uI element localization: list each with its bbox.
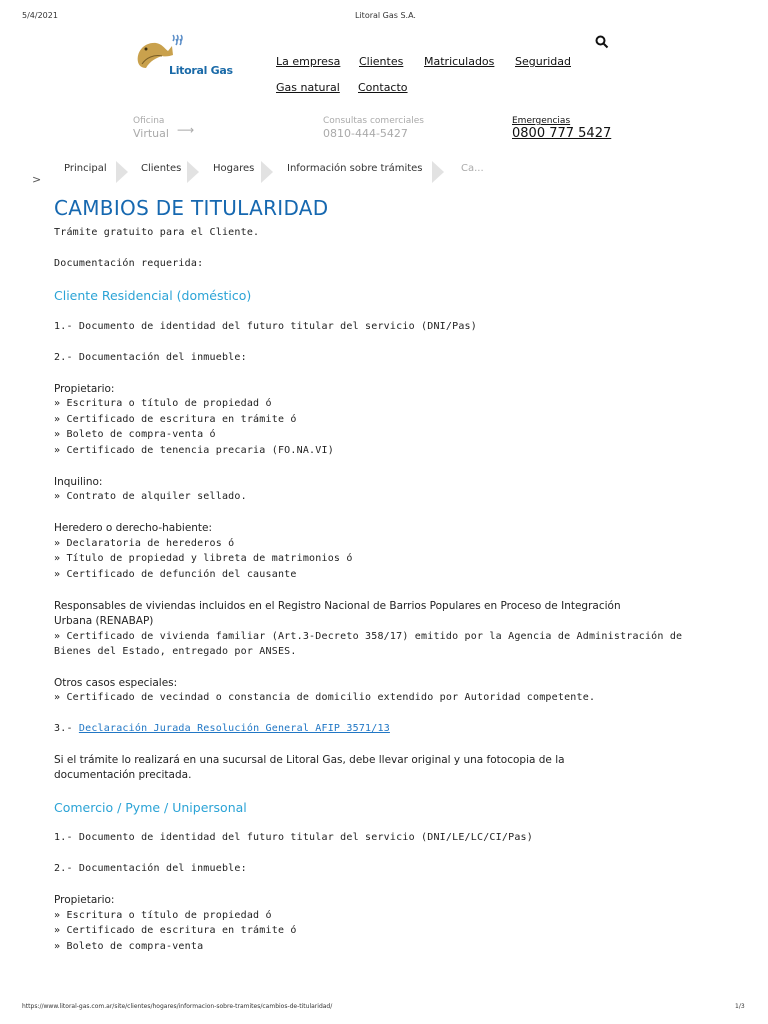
list-item: » Escritura o título de propiedad ó — [54, 910, 272, 921]
residencial-item-2: 2.- Documentación del inmueble: — [54, 352, 247, 363]
comercio-item-1: 1.- Documento de identidad del futuro titular del servicio (DNI/LE/LC/CI/Pas) — [54, 832, 533, 843]
list-item: » Escritura o título de propiedad ó — [54, 398, 272, 409]
breadcrumb-hogares[interactable]: Hogares — [213, 163, 255, 174]
litoral-gas-logo[interactable] — [132, 34, 242, 82]
nav-matriculados[interactable]: Matriculados — [424, 55, 495, 68]
section-residencial-title: Cliente Residencial (doméstico) — [54, 288, 252, 303]
list-item: » Título de propiedad y libreta de matrimonios ó — [54, 553, 353, 564]
renabap-text: Responsables de viviendas incluidos en el Registro Nacional de Barrios Populares en Proceso de Integración — [54, 600, 621, 612]
emergencias-label[interactable]: Emergencias — [512, 116, 571, 126]
list-item: » Boleto de compra-venta ó — [54, 429, 216, 440]
list-item: » Certificado de escritura en trámite ó — [54, 414, 297, 425]
list-item: » Certificado de tenencia precaria (FO.NA.VI) — [54, 445, 334, 456]
nav-clientes[interactable]: Clientes — [359, 55, 404, 68]
list-item: » Declaratoria de herederos ó — [54, 538, 235, 549]
breadcrumb-clientes[interactable]: Clientes — [141, 163, 182, 174]
search-icon[interactable] — [595, 35, 609, 49]
list-item: Bienes del Estado, entregado por ANSES. — [54, 646, 297, 657]
list-item: » Boleto de compra-venta — [54, 941, 204, 952]
doc-required-label: Documentación requerida: — [54, 258, 204, 269]
consultas-phone[interactable]: 0810-444-5427 — [323, 127, 408, 140]
comercio-item-2: 2.- Documentación del inmueble: — [54, 863, 247, 874]
breadcrumb-separator — [432, 161, 444, 183]
sucursal-note: Si el trámite lo realizará en una sucursal de Litoral Gas, debe llevar original y una fotocopia de la — [54, 754, 565, 766]
consultas-label: Consultas comerciales — [323, 116, 424, 126]
nav-la-empresa[interactable]: La empresa — [276, 55, 341, 68]
otros-label: Otros casos especiales: — [54, 677, 178, 689]
propietario-label: Propietario: — [54, 383, 115, 395]
comercio-propietario-label: Propietario: — [54, 894, 115, 906]
breadcrumb-separator — [261, 161, 273, 183]
list-item: » Contrato de alquiler sellado. — [54, 491, 247, 502]
inquilino-label: Inquilino: — [54, 476, 103, 488]
sucursal-note: documentación precitada. — [54, 769, 192, 781]
print-date: 5/4/2021 — [22, 11, 58, 20]
section-comercio-title: Comercio / Pyme / Unipersonal — [54, 800, 247, 815]
breadcrumb-current: Ca... — [461, 163, 484, 174]
renabap-text: Urbana (RENABAP) — [54, 615, 154, 627]
residencial-item-3 — [54, 723, 390, 734]
list-item: » Certificado de escritura en trámite ó — [54, 925, 297, 936]
residencial-item-1: 1.- Documento de identidad del futuro titular del servicio (DNI/Pas) — [54, 321, 477, 332]
nav-seguridad[interactable]: Seguridad — [515, 55, 571, 68]
breadcrumb-separator — [187, 161, 199, 183]
breadcrumb-informacion[interactable]: Información sobre trámites — [287, 163, 423, 174]
breadcrumb-principal[interactable]: Principal — [64, 163, 107, 174]
print-title: Litoral Gas S.A. — [355, 11, 416, 20]
list-item: » Certificado de vecindad o constancia de domicilio extendido por Autoridad competente. — [54, 692, 596, 703]
list-item: » Certificado de defunción del causante — [54, 569, 297, 580]
emergencias-phone[interactable]: 0800 777 5427 — [512, 126, 612, 141]
arrow-right-icon: ⟶ — [177, 123, 195, 137]
intro-text: Trámite gratuito para el Cliente. — [54, 227, 260, 238]
breadcrumb-separator — [116, 161, 128, 183]
list-item: » Certificado de vivienda familiar (Art.3-Decreto 358/17) emitido por la Agencia de Administración de — [54, 631, 683, 642]
nav-gas-natural[interactable]: Gas natural — [276, 81, 340, 94]
brand-name: Litoral Gas — [169, 64, 233, 77]
print-footer-page: 1/3 — [735, 1003, 745, 1010]
page-title: CAMBIOS DE TITULARIDAD — [54, 196, 329, 220]
heredero-label: Heredero o derecho-habiente: — [54, 522, 213, 534]
print-footer-url: https://www.litoral-gas.com.ar/site/clientes/hogares/informacion-sobre-tramites/cambios-de-titularidad/ — [22, 1003, 333, 1010]
item-3-prefix: 3.- — [54, 723, 79, 734]
afip-declaracion-link[interactable]: Declaración Jurada Resolución General AFIP 3571/13 — [78, 723, 390, 734]
oficina-label: Oficina — [133, 116, 165, 126]
nav-contacto[interactable]: Contacto — [358, 81, 408, 94]
oficina-value[interactable]: Virtual — [133, 127, 169, 140]
chevron-right-icon[interactable]: > — [32, 173, 42, 186]
